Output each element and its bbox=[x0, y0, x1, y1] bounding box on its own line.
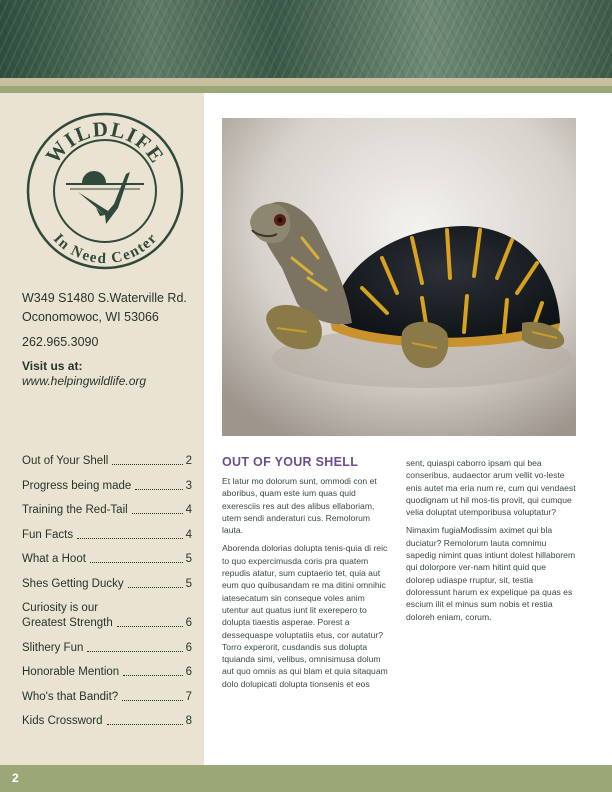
bird-sun-emblem-icon bbox=[66, 171, 144, 224]
toc-item[interactable] bbox=[22, 577, 192, 591]
toc-page: 8 bbox=[185, 715, 192, 727]
toc-title: Out of Your Shell bbox=[22, 455, 109, 467]
svg-text:WILDLIFE bbox=[41, 117, 170, 168]
toc-item[interactable] bbox=[22, 616, 192, 630]
svg-text:In Need Center bbox=[50, 231, 160, 267]
toc-item[interactable] bbox=[22, 528, 192, 542]
toc-title: Honorable Mention bbox=[22, 666, 120, 678]
header-texture-band bbox=[0, 0, 612, 78]
toc-leader bbox=[135, 489, 182, 490]
article-paragraph: Aborenda dolorias dolupta tenis-quia di reic to quo expercimusda coris pra quatem repudis atatur, sum cuptaerio tet, quia aut eum quo quibusandam re ma ditini omnihic iatesecatum sin conseque voles anim utentur aut quatus iunt lit exerepero to dolupta tiaestis asperae. Porest a dessequaspe voluptatiis etus, cor autatur? Torro experorit, cusdandis sus dolupta tquianda simi, velibus, omnisimusa dolum aut quo omnis as qui blam et quia sitaquam dolo dolupicati dolupta tionsenis et eos bbox=[222, 543, 388, 689]
page-number: 2 bbox=[12, 771, 19, 785]
article-column-1 bbox=[222, 475, 392, 696]
address bbox=[22, 289, 187, 327]
box-turtle-photo bbox=[222, 118, 576, 436]
toc-title: Training the Red-Tail bbox=[22, 504, 128, 516]
toc-leader bbox=[90, 562, 183, 563]
toc-leader bbox=[112, 464, 182, 465]
article-title: OUT OF YOUR SHELL bbox=[222, 455, 359, 469]
toc-title: Greatest Strength bbox=[22, 617, 113, 629]
toc-item[interactable] bbox=[22, 665, 192, 679]
article-column-2 bbox=[406, 457, 576, 629]
toc-item[interactable] bbox=[22, 601, 192, 615]
toc-item[interactable] bbox=[22, 552, 192, 566]
toc-leader bbox=[117, 626, 183, 627]
toc-page: 6 bbox=[185, 617, 192, 629]
logo-bottom-text: In Need Center bbox=[49, 231, 160, 268]
website-link[interactable]: www.helpingwildlife.org bbox=[22, 374, 147, 388]
wildlife-logo bbox=[26, 112, 184, 270]
toc-item[interactable] bbox=[22, 714, 192, 728]
toc-title: What a Hoot bbox=[22, 553, 86, 565]
toc-item[interactable] bbox=[22, 479, 192, 493]
toc-page: 4 bbox=[185, 528, 192, 541]
toc-title: Who's that Bandit? bbox=[22, 690, 119, 703]
toc-page: 5 bbox=[185, 577, 192, 590]
toc-page: 3 bbox=[185, 479, 192, 492]
toc-page: 5 bbox=[185, 553, 192, 565]
toc-item[interactable] bbox=[22, 454, 192, 468]
table-of-contents bbox=[22, 454, 192, 739]
toc-leader bbox=[122, 700, 182, 701]
toc-title: Progress being made bbox=[22, 479, 132, 492]
article-paragraph: Et latur mo dolorum sunt, ommodi con et aboribus, quam este ium quas quid exeresciis res aut des alibus ellaboriam, utem sendi anderaturi cus. Remolorum lauta. bbox=[222, 476, 377, 536]
toc-title: Fun Facts bbox=[22, 528, 74, 541]
toc-page: 6 bbox=[185, 666, 192, 678]
toc-leader bbox=[132, 513, 183, 514]
toc-item[interactable] bbox=[22, 641, 192, 655]
article-paragraph: sent, quiaspi caborro ipsam qui bea conseribus, audaector arum vellit vo-leste enis autet ma eria num re, cum qui vendaest quodignam ut hil mos-tis provit, qui cumque velia doluptat utemporibusa voluptatur? bbox=[406, 458, 576, 518]
article-paragraph: Nimaxim fugiaModissim aximet qui bla duciatur? Remolorum lauta comnimu sapedig nimint quas intiunt dolest hillaborem qui dolorpore ver-nam hitint quid que dolorep udiaspe rruptur, sit, testia doloressunt harum ex expelique pa quas es escium ilit el minus sum nobis et restia doloreh eniam, corum. bbox=[406, 525, 576, 622]
toc-leader bbox=[77, 538, 182, 539]
toc-page: 4 bbox=[185, 504, 192, 516]
logo-top-text: WILDLIFE bbox=[40, 116, 170, 169]
toc-title: Curiosity is our bbox=[22, 602, 99, 614]
toc-leader bbox=[87, 651, 182, 652]
toc-leader bbox=[128, 587, 183, 588]
toc-item[interactable] bbox=[22, 690, 192, 704]
toc-page: 2 bbox=[185, 455, 192, 467]
toc-page: 6 bbox=[185, 641, 192, 654]
address-line-2: Oconomowoc, WI 53066 bbox=[22, 310, 159, 324]
toc-leader bbox=[123, 675, 182, 676]
header-divider-stripe bbox=[0, 78, 612, 86]
toc-title: Shes Getting Ducky bbox=[22, 577, 124, 590]
toc-leader bbox=[107, 724, 183, 725]
visit-label: Visit us at: bbox=[22, 359, 83, 373]
toc-page: 7 bbox=[185, 690, 192, 703]
phone-number: 262.965.3090 bbox=[22, 335, 99, 349]
toc-title: Kids Crossword bbox=[22, 715, 103, 727]
header-divider-stripe-green bbox=[0, 86, 612, 93]
toc-title: Slithery Fun bbox=[22, 641, 84, 654]
footer-band bbox=[0, 765, 612, 792]
address-line-1: W349 S1480 S.Waterville Rd. bbox=[22, 291, 187, 305]
toc-item[interactable] bbox=[22, 503, 192, 517]
